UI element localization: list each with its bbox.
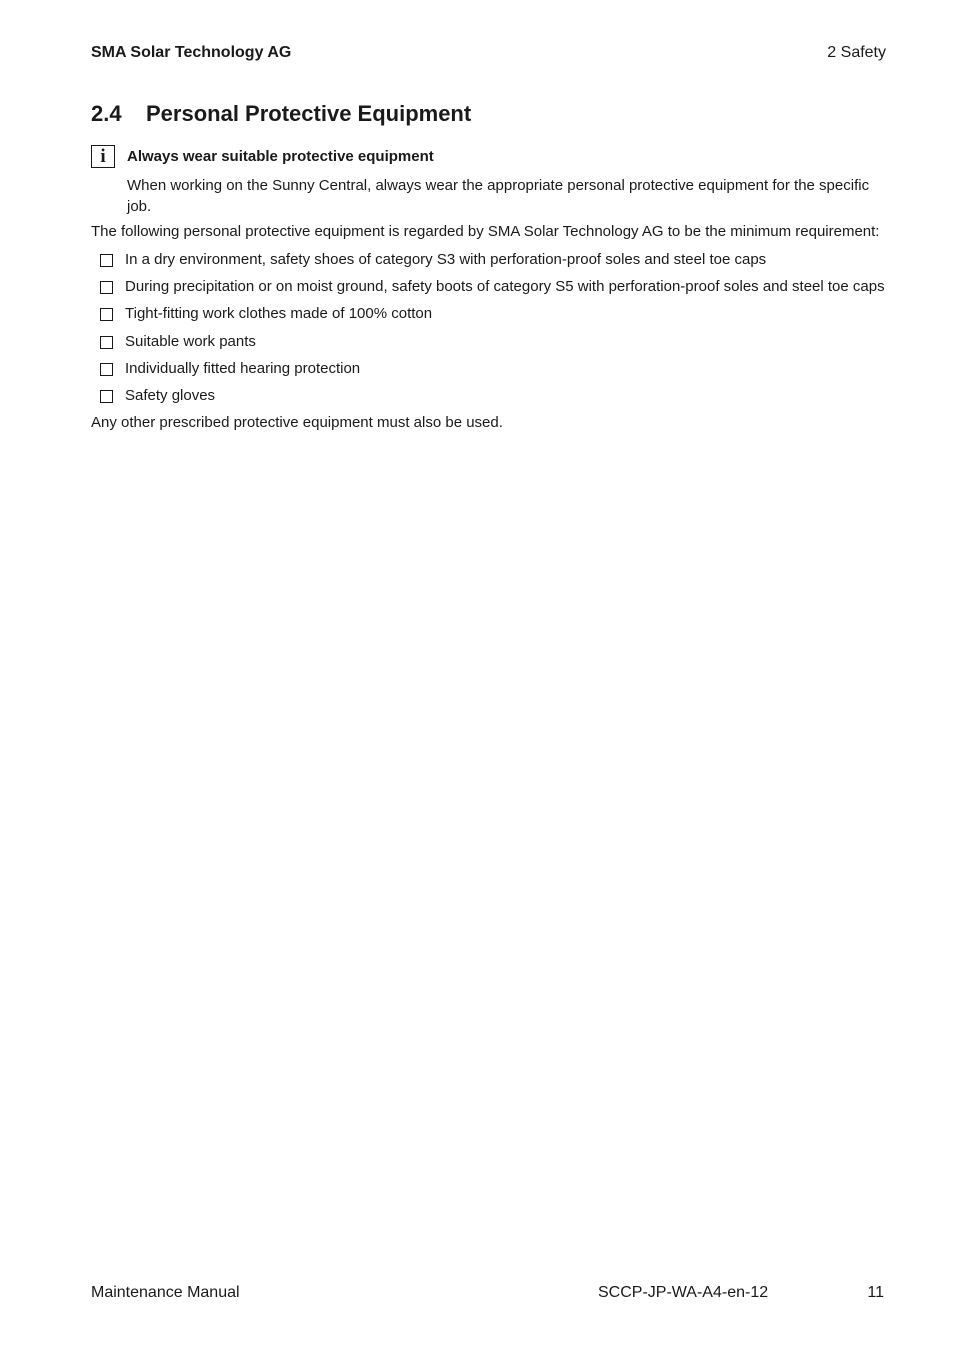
checkbox-icon (100, 254, 113, 267)
list-item-text: During precipitation or on moist ground, safety boots of category S5 with perforation-proof soles and steel toe caps (125, 278, 885, 296)
equipment-list (91, 249, 885, 412)
list-item (91, 276, 885, 303)
intro-text: The following personal protective equipment is regarded by SMA Solar Technology AG to be the minimum requirement: (91, 223, 880, 240)
checkbox-icon (100, 336, 113, 349)
list-item (91, 358, 885, 385)
footer-manual: Maintenance Manual (91, 1284, 240, 1301)
list-item-text: Tight-fitting work clothes made of 100% cotton (125, 305, 433, 323)
list-item-text: Individually fitted hearing protection (125, 359, 361, 377)
footer-page-number: 11 (867, 1284, 884, 1301)
list-item (91, 303, 885, 330)
list-item (91, 249, 885, 276)
section-title (91, 101, 471, 127)
header-chapter: 2 Safety (827, 44, 886, 61)
note-body: When working on the Sunny Central, always wear the appropriate personal protective equipment for the specific job. (127, 177, 870, 215)
checkbox-icon (100, 390, 113, 403)
note-title: Always wear suitable protective equipment (127, 148, 434, 165)
section-number: 2.4 (91, 101, 122, 126)
footer-doc-id: SCCP-JP-WA-A4-en-12 (598, 1284, 769, 1301)
list-item (91, 385, 885, 412)
info-i-icon: i (91, 145, 115, 168)
header-company: SMA Solar Technology AG (91, 44, 292, 61)
checkbox-icon (100, 281, 113, 294)
list-item-text: In a dry environment, safety shoes of category S3 with perforation-proof soles and steel toe caps (125, 251, 767, 268)
section-title-text: Personal Protective Equipment (146, 101, 472, 126)
outro-text: Any other prescribed protective equipment must also be used. (91, 414, 503, 431)
list-item-text: Safety gloves (125, 386, 216, 404)
list-item (91, 331, 885, 358)
checkbox-icon (100, 363, 113, 376)
list-item-text: Suitable work pants (125, 332, 256, 350)
checkbox-icon (100, 308, 113, 321)
